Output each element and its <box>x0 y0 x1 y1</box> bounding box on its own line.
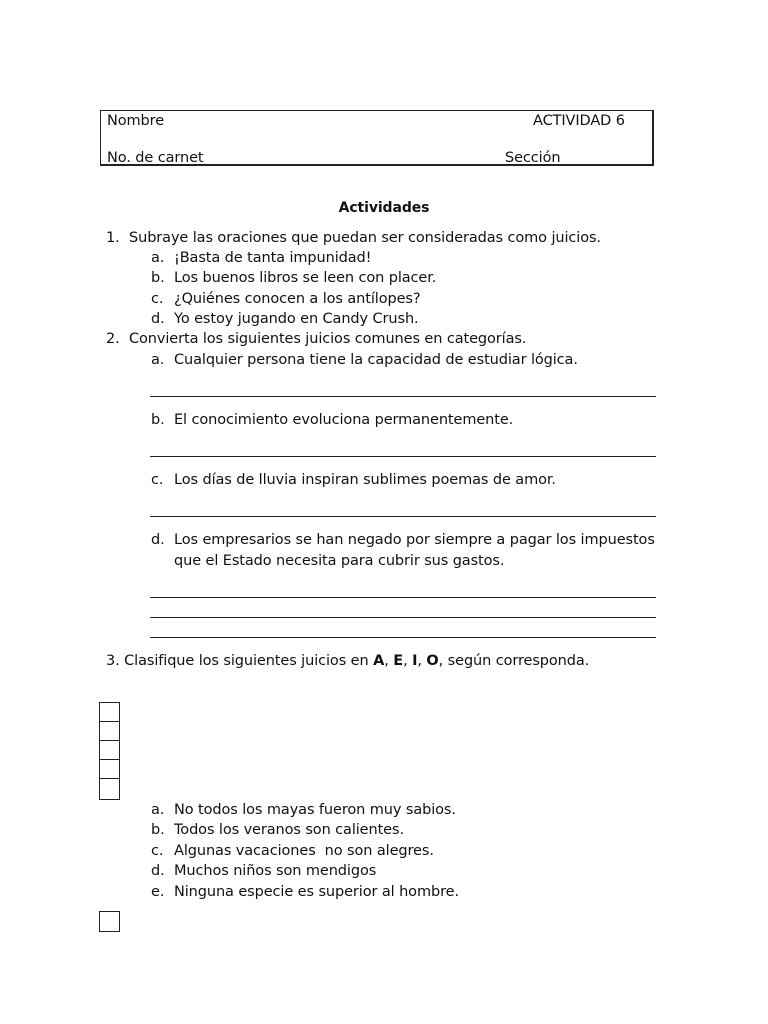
q3-item-letter: b. <box>151 822 165 838</box>
q2-item-text: El conocimiento evoluciona permanentemente. <box>174 412 514 428</box>
q2-item-text: Los días de lluvia inspiran sublimes poemas de amor. <box>174 472 556 488</box>
q3-letter-i: I <box>412 653 418 669</box>
q3-item-text: No todos los mayas fueron muy sabios. <box>174 802 456 818</box>
q3-item-letter: e. <box>151 884 165 900</box>
q2-item-letter: b. <box>151 412 165 428</box>
q1-prompt: Subraye las oraciones que puedan ser consideradas como juicios. <box>129 230 601 246</box>
q2-item-text: Los empresarios se han negado por siempre a pagar los impuestos <box>174 532 655 548</box>
q2-item-text-continued: que el Estado necesita para cubrir sus gastos. <box>174 553 505 569</box>
q3-letter-o: O <box>426 653 439 669</box>
name-label: Nombre <box>107 113 165 129</box>
answer-line[interactable] <box>150 456 656 457</box>
q3-item-text: Muchos niños son mendigos <box>174 863 377 879</box>
answer-box[interactable] <box>99 759 120 779</box>
q2-prompt: Convierta los siguientes juicios comunes en categorías. <box>129 331 527 347</box>
q1-item-text: Yo estoy jugando en Candy Crush. <box>174 311 419 327</box>
q3-item-letter: a. <box>151 802 165 818</box>
q2-item-letter: c. <box>151 472 164 488</box>
q3-letter-e: E <box>393 653 404 669</box>
answer-box[interactable] <box>99 778 120 800</box>
page-title: Actividades <box>338 200 430 216</box>
q3-letter-a: A <box>373 653 385 669</box>
q3-item-text: Algunas vacaciones no son alegres. <box>174 843 434 859</box>
answer-line[interactable] <box>150 637 656 638</box>
q3-prompt <box>106 652 589 670</box>
q1-item-text: ¡Basta de tanta impunidad! <box>174 250 372 266</box>
q1-item-text: ¿Quiénes conocen a los antílopes? <box>174 291 421 307</box>
answer-line[interactable] <box>150 396 656 397</box>
q1-item-text: Los buenos libros se leen con placer. <box>174 270 437 286</box>
answer-box[interactable] <box>99 721 120 741</box>
activity-label: ACTIVIDAD 6 <box>533 113 625 129</box>
q3-item-letter: d. <box>151 863 165 879</box>
q1-number: 1. <box>106 230 120 246</box>
answer-line[interactable] <box>150 617 656 618</box>
answer-box[interactable] <box>99 911 120 932</box>
q3-item-text: Todos los veranos son calientes. <box>174 822 404 838</box>
carnet-label: No. de carnet <box>107 150 204 166</box>
section-label: Sección <box>505 150 561 166</box>
q3-item-letter: c. <box>151 843 164 859</box>
q1-item-letter: a. <box>151 250 165 266</box>
q3-item-text: Ninguna especie es superior al hombre. <box>174 884 459 900</box>
q1-item-letter: b. <box>151 270 165 286</box>
answer-box[interactable] <box>99 702 120 722</box>
answer-line[interactable] <box>150 516 656 517</box>
answer-line[interactable] <box>150 597 656 598</box>
q3-prompt-prefix: 3. Clasifique los siguientes juicios en <box>106 653 369 669</box>
q1-item-letter: d. <box>151 311 165 327</box>
q3-prompt-suffix: , según corresponda. <box>438 653 590 669</box>
q2-item-text: Cualquier persona tiene la capacidad de estudiar lógica. <box>174 352 578 368</box>
q1-item-letter: c. <box>151 291 164 307</box>
q2-item-letter: d. <box>151 532 165 548</box>
q3-separator: , <box>403 653 408 669</box>
answer-box[interactable] <box>99 740 120 760</box>
q3-separator: , <box>384 653 389 669</box>
q2-number: 2. <box>106 331 120 347</box>
q3-separator: , <box>417 653 422 669</box>
q2-item-letter: a. <box>151 352 165 368</box>
